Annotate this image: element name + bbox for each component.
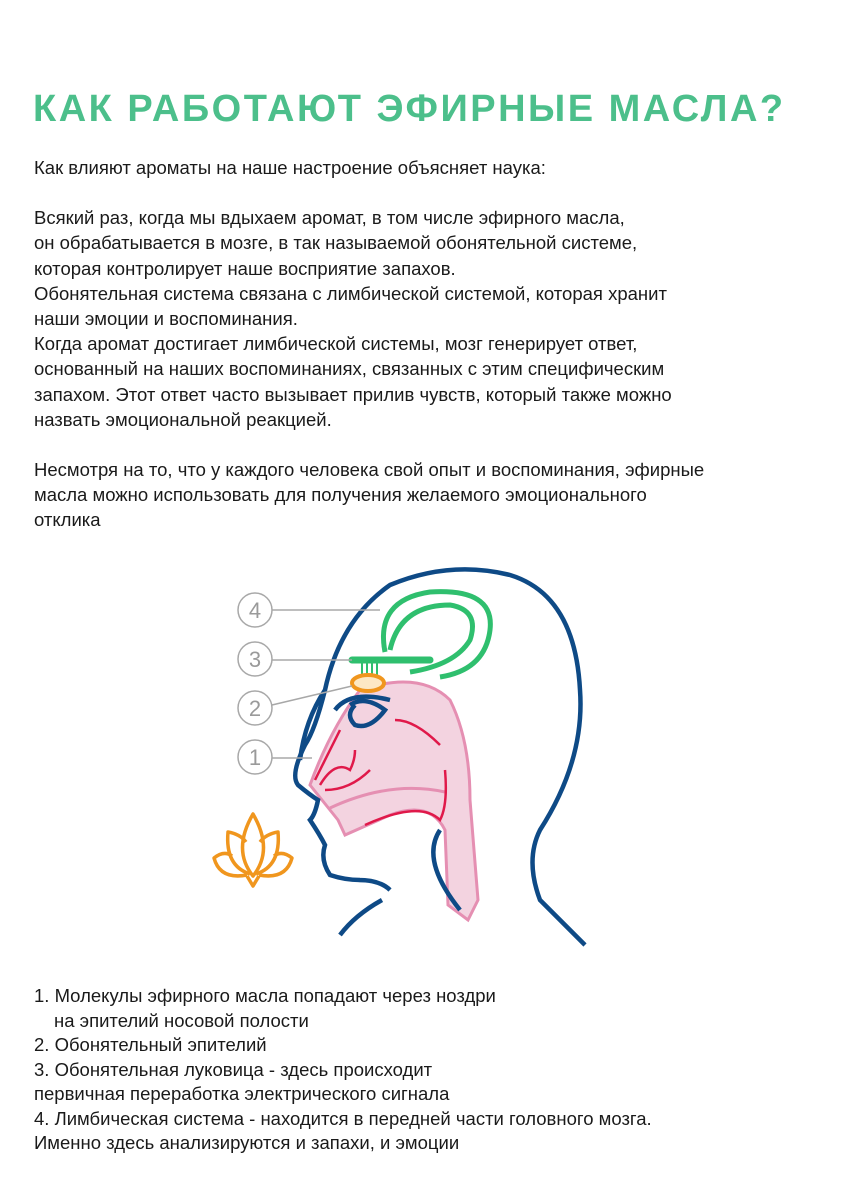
callout-label-4: 4 [248,598,262,623]
paragraph-line: наши эмоции и воспоминания. [34,308,298,330]
paragraph-line: Когда аромат достигает лимбической системы, мозг генерирует ответ, [34,333,638,355]
legend-item-4-cont: Именно здесь анализируются и запахи, и эмоции [34,1132,460,1153]
legend-list [34,984,814,1156]
limbic-system [383,592,490,677]
legend-item-1: 1. Молекулы эфирного масла попадают через ноздри [34,985,496,1006]
paragraph-line: основанный на наших воспоминаниях, связанных с этим специфическим [34,358,665,380]
olfactory-epithelium [352,675,384,691]
nasal-cavity [310,682,478,920]
paragraph-line: Несмотря на то, что у каждого человека свой опыт и воспоминания, эфирные [34,459,705,481]
callout-label-2: 2 [248,696,262,721]
paragraph-line: масла можно использовать для получения желаемого эмоционального [34,484,647,506]
legend-item-3-cont: первичная переработка электрического сигнала [34,1083,450,1104]
paragraph-line: запахом. Этот ответ часто вызывает прилив чувств, который также можно [34,383,672,405]
paragraph-line: он обрабатывается в мозге, в так называемой обонятельной системе, [34,232,638,254]
legend-item-4: 4. Лимбическая система - находится в передней части головного мозга. [34,1107,652,1129]
paragraph-line: которая контролирует наше восприятие запахов. [34,257,456,279]
paragraph-line: отклика [34,509,101,531]
paragraph-line: назвать эмоциональной реакцией. [34,408,332,430]
callout-label-3: 3 [248,647,262,672]
intro-lead: Как влияют ароматы на наше настроение объясняет наука: [34,157,546,178]
legend-item-3: 3. Обонятельная луковица - здесь происходит [34,1058,433,1080]
lotus-icon [214,814,292,886]
callout-label-1: 1 [248,745,262,770]
legend-item-1-cont: на эпителий носовой полости [54,1009,309,1031]
legend-item-2: 2. Обонятельный эпителий [34,1034,267,1055]
paragraph-line: Всякий раз, когда мы вдыхаем аромат, в том числе эфирного масла, [34,207,625,229]
paragraph-line: Обонятельная система связана с лимбической системой, которая хранит [34,282,667,304]
page-title: КАК РАБОТАЮТ ЭФИРНЫЕ МАСЛА? [33,88,786,130]
